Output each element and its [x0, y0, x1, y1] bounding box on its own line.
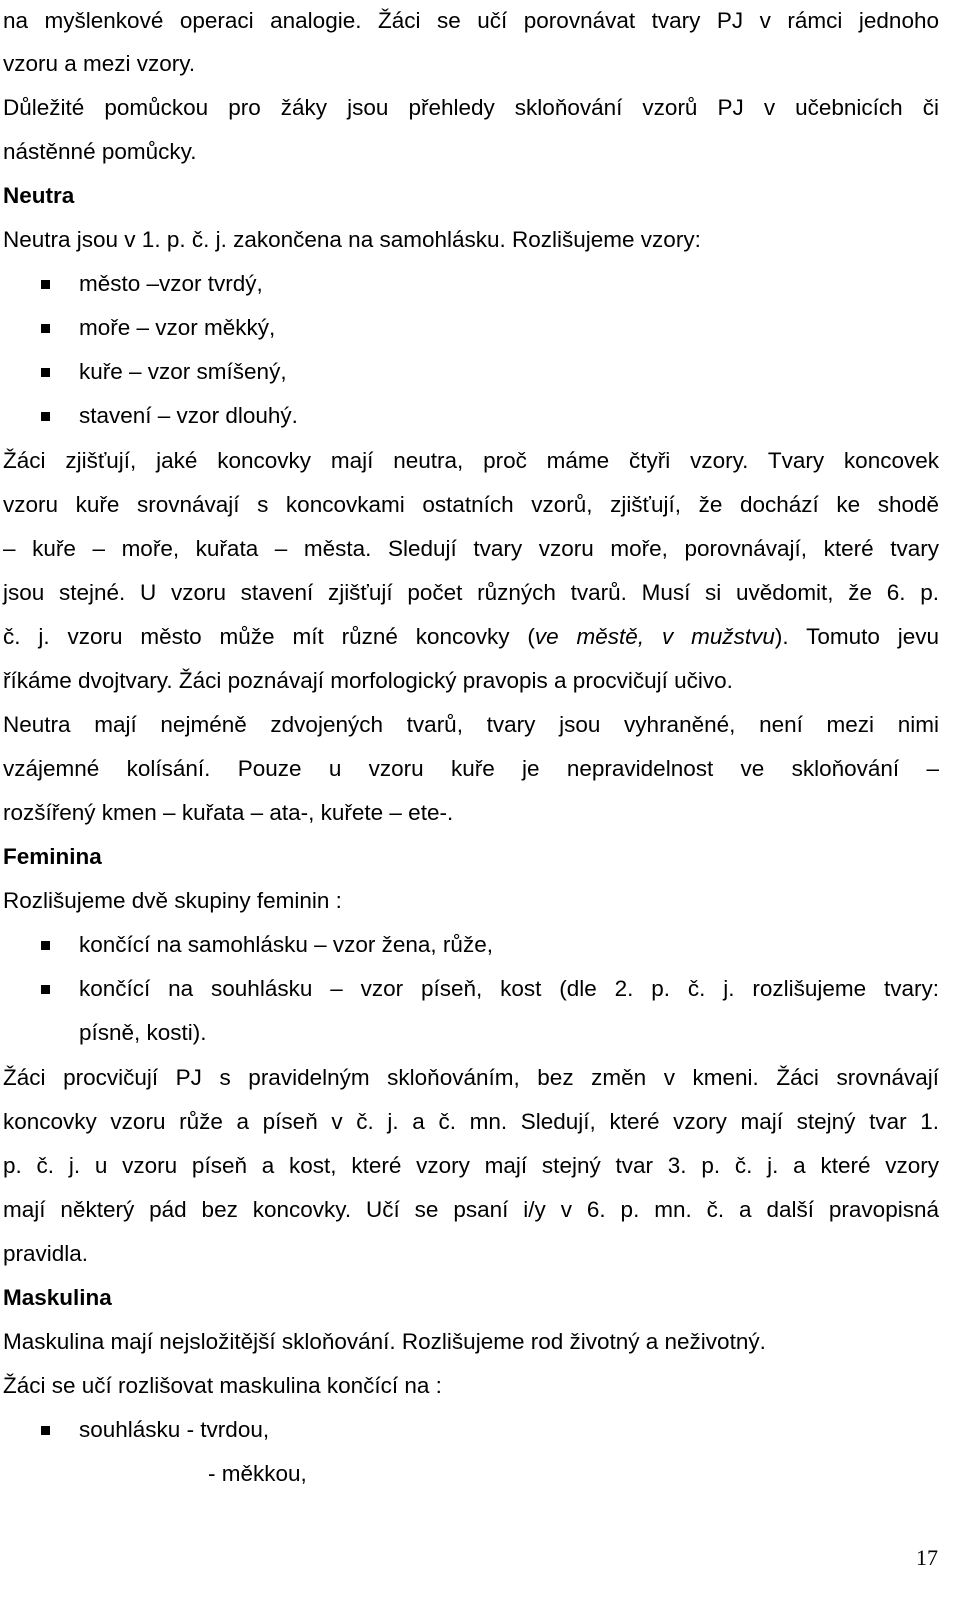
list-item: končící na samohlásku – vzor žena, růže, [79, 932, 493, 957]
paragraph-line: koncovky vzoru růže a píseň v č. j. a č. mn. Sledují, které vzory mají stejný tvar 1. [3, 1109, 939, 1134]
paragraph-line [3, 623, 939, 651]
paragraph-line: jsou stejné. U vzoru stavení zjišťují počet různých tvarů. Musí si uvědomit, že 6. p. [3, 580, 939, 605]
paragraph-line: Žáci zjišťují, jaké koncovky mají neutra, proč máme čtyři vzory. Tvary koncovek [3, 448, 939, 473]
paragraph-line: Maskulina mají nejsložitější skloňování. Rozlišujeme rod životný a neživotný. [3, 1329, 766, 1354]
paragraph-line: Žáci se učí rozlišovat maskulina končící na : [3, 1373, 442, 1398]
paragraph-line: říkáme dvojtvary. Žáci poznávají morfologický pravopis a procvičují učivo. [3, 668, 733, 693]
list-item: moře – vzor měkký, [79, 315, 276, 340]
bullet-icon [41, 412, 50, 421]
section-heading-neutra: Neutra [3, 183, 75, 208]
paragraph-line: nástěnné pomůcky. [3, 139, 197, 164]
paragraph-line: Rozlišujeme dvě skupiny feminin : [3, 888, 342, 913]
bullet-icon [41, 1426, 50, 1435]
paragraph-line: rozšířený kmen – kuřata – ata-, kuřete – ete-. [3, 800, 454, 825]
paragraph-line: vzájemné kolísání. Pouze u vzoru kuře je nepravidelnost ve skloňování – [3, 756, 939, 781]
paragraph-line: mají některý pád bez koncovky. Učí se psaní i/y v 6. p. mn. č. a další pravopisná [3, 1197, 939, 1222]
list-item: souhlásku - tvrdou, [79, 1417, 270, 1442]
paragraph-line: Neutra mají nejméně zdvojených tvarů, tvary jsou vyhraněné, není mezi nimi [3, 712, 939, 737]
list-item-continuation: - měkkou, [208, 1461, 307, 1486]
list-item: město –vzor tvrdý, [79, 271, 263, 296]
italic-example: ve městě, v mužstvu [534, 624, 775, 649]
paragraph-line: na myšlenkové operaci analogie. Žáci se učí porovnávat tvary PJ v rámci jednoho [3, 8, 939, 33]
list-item: stavení – vzor dlouhý. [79, 403, 298, 428]
bullet-icon [41, 985, 50, 994]
paragraph-line: vzoru kuře srovnávají s koncovkami ostatních vzorů, zjišťují, že dochází ke shodě [3, 492, 939, 517]
list-item: končící na souhlásku – vzor píseň, kost (dle 2. p. č. j. rozlišujeme tvary: [79, 976, 939, 1001]
page-number: 17 [916, 1545, 938, 1570]
paragraph-line: pravidla. [3, 1241, 89, 1266]
paragraph-line: – kuře – moře, kuřata – města. Sledují tvary vzoru moře, porovnávají, které tvary [3, 536, 939, 561]
text-span: ). Tomuto jevu [774, 624, 940, 649]
section-heading-maskulina: Maskulina [3, 1285, 112, 1310]
paragraph-line: p. č. j. u vzoru píseň a kost, které vzory mají stejný tvar 3. p. č. j. a které vzory [3, 1153, 939, 1178]
paragraph-line: Důležité pomůckou pro žáky jsou přehledy skloňování vzorů PJ v učebnicích či [3, 95, 939, 120]
bullet-icon [41, 280, 50, 289]
section-heading-feminina: Feminina [3, 844, 102, 869]
list-item: kuře – vzor smíšený, [79, 359, 287, 384]
paragraph-line: vzoru a mezi vzory. [3, 51, 196, 76]
bullet-icon [41, 368, 50, 377]
text-span: č. j. vzoru město může mít různé koncovky ( [3, 624, 535, 649]
paragraph-line: Neutra jsou v 1. p. č. j. zakončena na samohlásku. Rozlišujeme vzory: [3, 227, 701, 252]
paragraph-line: Žáci procvičují PJ s pravidelným skloňováním, bez změn v kmeni. Žáci srovnávají [3, 1065, 939, 1090]
bullet-icon [41, 324, 50, 333]
bullet-icon [41, 941, 50, 950]
list-item-continuation: písně, kosti). [79, 1020, 207, 1045]
